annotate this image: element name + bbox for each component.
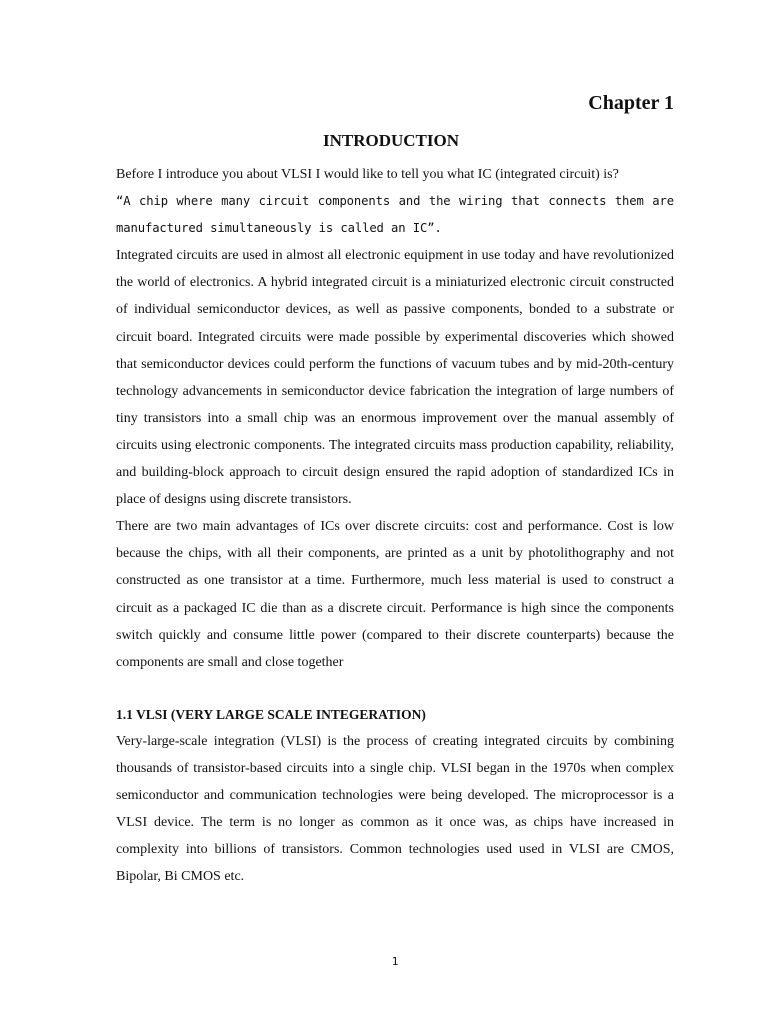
ic-definition-quote: “A chip where many circuit components and the wiring that connects them are manufactured simultaneously is called an IC”. <box>116 194 674 236</box>
chapter-label: Chapter 1 <box>588 92 674 114</box>
paragraph-ic-overview: Integrated circuits are used in almost all electronic equipment in use today and have revolutionized the world of electronics. A hybrid integrated circuit is a miniaturized electronic circuit constructed of individual semiconductor devices, as well as passive components, bonded to a substrate or circuit board. Integrated circuits were made possible by experimental discoveries which showed that semiconductor devices could perform the functions of vacuum tubes and by mid-20th-century technology advancements in semiconductor device fabrication the integration of large numbers of tiny transistors into a small chip was an enormous improvement over the manual assembly of circuits using electronic components. The integrated circuits mass production capability, reliability, and building-block approach to circuit design ensured the rapid adoption of standardized ICs in place of designs using discrete transistors. <box>116 248 674 508</box>
page-title: INTRODUCTION <box>322 131 460 150</box>
page-number: 1 <box>391 955 399 968</box>
section-heading-vlsi: 1.1 VLSI (VERY LARGE SCALE INTEGERATION) <box>116 706 426 722</box>
paragraph-vlsi-definition: Very-large-scale integration (VLSI) is the process of creating integrated circuits by combining thousands of transistor-based circuits into a single chip. VLSI began in the 1970s when complex semiconductor and communication technologies were being developed. The microprocessor is a VLSI device. The term is no longer as common as it once was, as chips have increased in complexity into billions of transistors. Common technologies used used in VLSI are CMOS, Bipolar, Bi CMOS etc. <box>116 733 674 885</box>
paragraph-ic-advantages: There are two main advantages of ICs over discrete circuits: cost and performance. Cost is low because the chips, with all their components, are printed as a unit by photolithography and not constructed as one transistor at a time. Furthermore, much less material is used to construct a circuit as a packaged IC die than as a discrete circuit. Performance is high since the components switch quickly and consume little power (compared to their discrete counterparts) because the components are small and close together <box>116 519 674 670</box>
document-body <box>116 161 674 890</box>
intro-line: Before I introduce you about VLSI I would like to tell you what IC (integrated circuit) is? <box>116 167 619 182</box>
